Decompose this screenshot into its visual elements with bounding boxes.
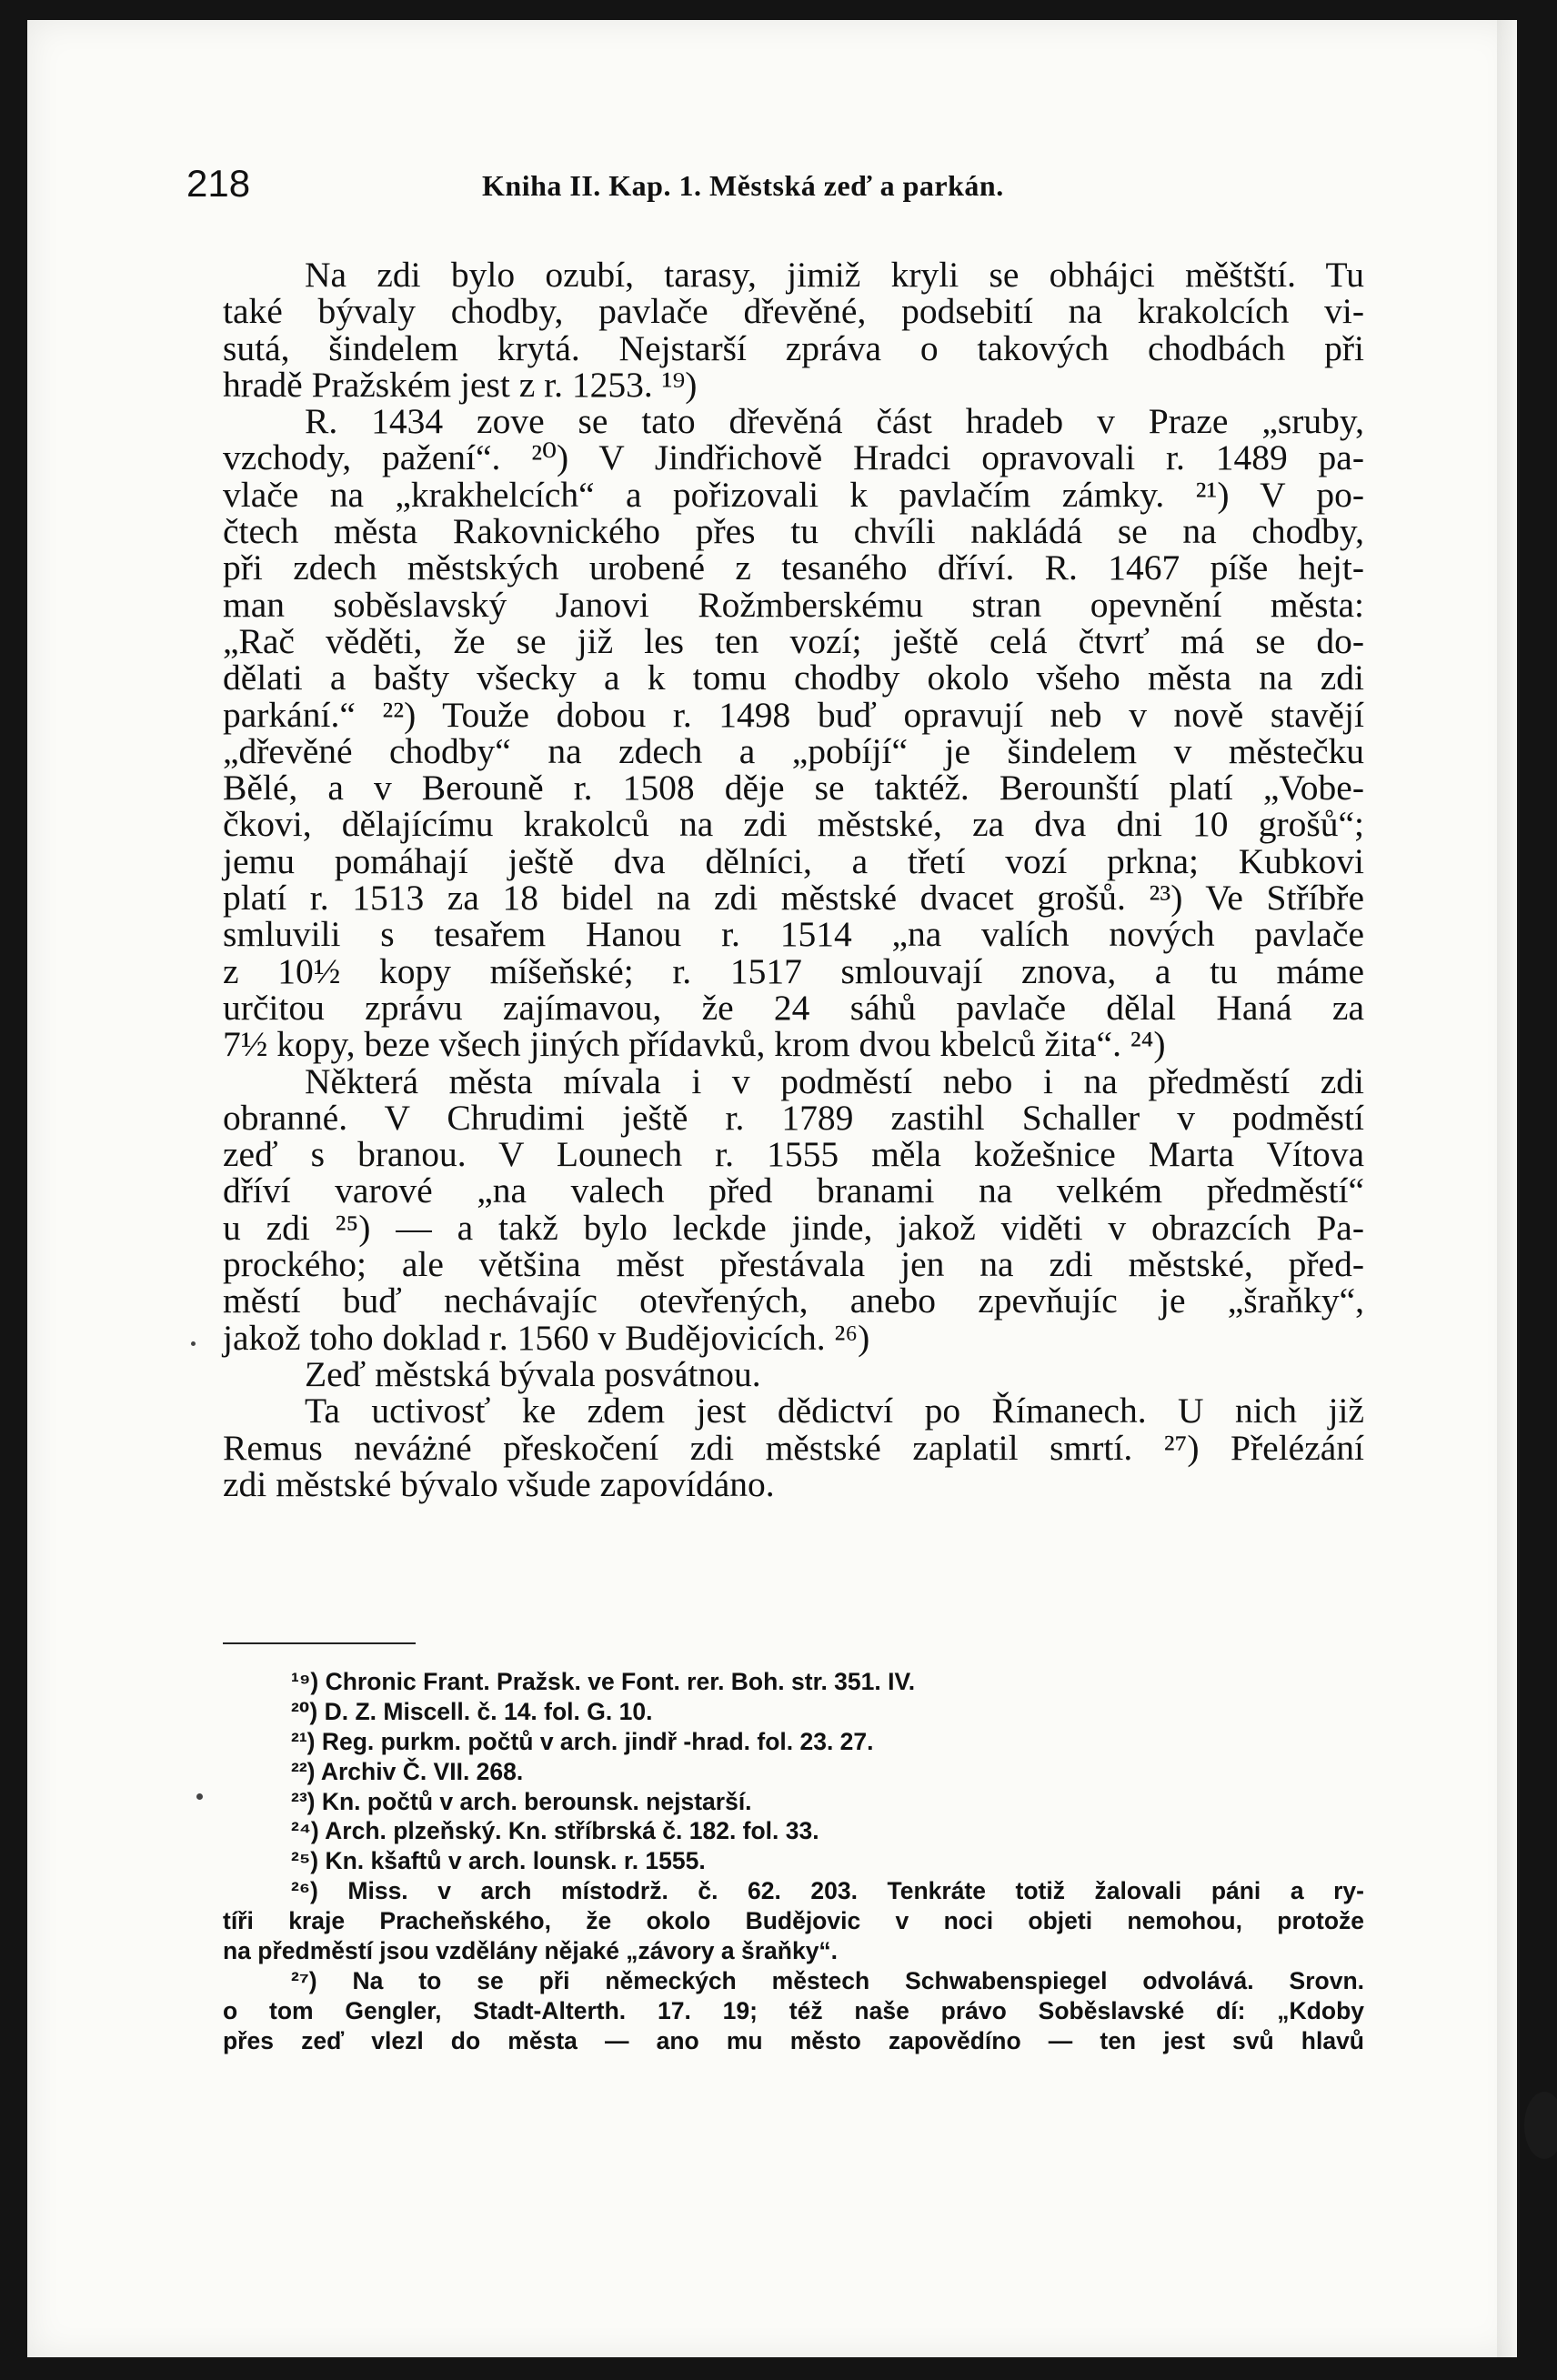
text-line: vlače na „krakhelcích“ a pořizovali k pavlačím zámky. ²¹) V po- <box>223 474 1364 515</box>
footnote-divider <box>223 1642 416 1644</box>
text-line: z 10½ kopy míšeňské; r. 1517 smlouvají znova, a tu máme <box>223 950 1364 991</box>
footnote-continued: na předměstí jsou vzdělány nějaké „závory a šraňky“. <box>223 1937 839 1965</box>
footnote: ²⁴) Arch. plzeňský. Kn. stříbrská č. 182. fol. 33. <box>291 1817 819 1845</box>
print-speck <box>196 1793 203 1800</box>
text-line: Remus neváżné přeskočení zdi městské zaplatil smrtí. ²⁷) Přelézání <box>223 1427 1364 1468</box>
text-line: Na zdi bylo ozubí, tarasy, jimiž kryli se obhájci měštští. Tu <box>305 255 1364 295</box>
text-line: při zdech městských urobené z tesaného dříví. R. 1467 píše hejt- <box>223 547 1364 588</box>
text-line: „Rač věděti, že se již les ten vozí; ještě celá čtvrť má se do- <box>223 620 1364 661</box>
text-line: smluvili s tesařem Hanou r. 1514 „na valích nových pavlače <box>223 914 1364 955</box>
text-line: „dřevěné chodby“ na zdech a „pobíjí“ je šindelem v městečku <box>223 730 1364 771</box>
footnote-continued: tíři kraje Pracheňského, že okolo Budějovic v noci objeti nemohou, protože <box>223 1907 1364 1935</box>
footnote: ²⁷) Na to se při německých městech Schwabenspiegel odvolává. Srovn. <box>291 1966 1364 1994</box>
print-speck <box>191 1341 196 1346</box>
footnote: ²⁵) Kn. kšaftů v arch. lounsk. r. 1555. <box>291 1847 706 1875</box>
footnote-continued: přes zeď vlezl do města — ano mu město zapovědíno — ten jest svů hlavů <box>223 2026 1364 2054</box>
text-line: man soběslavský Janovi Rožmberskému stran opevnění města: <box>223 584 1364 625</box>
footnote: ²¹) Reg. purkm. počtů v arch. jindř -hrad. fol. 23. 27. <box>291 1727 874 1755</box>
running-head <box>186 155 1419 209</box>
text-line: městí buď nechávajíc otevřených, anebo zpevňujíc je „šraňky“, <box>223 1280 1364 1321</box>
text-line: Ta uctivosť ke zdem jest dědictví po Římanech. U nich již <box>305 1391 1364 1431</box>
text-line: určitou zprávu zajímavou, že 24 sáhů pavlače dělal Haná za <box>223 987 1364 1028</box>
text-line: parkání.“ ²²) Touže dobou r. 1498 buď opravují neb v nově stavějí <box>223 694 1364 735</box>
text-line: platí r. 1513 za 18 bidel na zdi městské dvacet grošů. ²³) Ve Stříbře <box>223 878 1364 919</box>
text-line: u zdi ²⁵) — a takž bylo leckde jinde, jakož viděti v obrazcích Pa- <box>223 1207 1364 1248</box>
running-title: Kniha II. Kap. 1. Městská zeď a parkán. <box>482 169 1004 202</box>
text-line: čtech města Rakovnického přes tu chvíli nakládá se na chodby, <box>223 511 1364 552</box>
page-number: 218 <box>186 162 251 205</box>
text-line: hradě Pražském jest z r. 1253. ¹⁹) <box>223 364 698 405</box>
main-text <box>223 256 1364 1502</box>
text-line: prockého; ale většina měst přestávala jen na zdi městské, před- <box>223 1244 1364 1285</box>
text-line: vzchody, pažení“. ²⁰) V Jindřichově Hradci opravovali r. 1489 pa- <box>223 437 1364 478</box>
text-line: jemu pomáhají ještě dva dělníci, a třetí vozí prkna; Kubkovi <box>223 840 1364 881</box>
text-line: také bývaly chodby, pavlače dřevěné, podsebití na krakolcích vi- <box>223 291 1364 332</box>
text-line: sutá, šindelem krytá. Nejstarší zpráva o takových chodbách při <box>223 327 1364 368</box>
text-line: R. 1434 zove se tato dřevěná část hradeb v Praze „sruby, <box>305 401 1364 442</box>
text-line: Zeď městská bývala posvátnou. <box>305 1353 761 1394</box>
footnotes <box>223 1667 1364 2056</box>
text-line: jakož toho doklad r. 1560 v Budějovicích. ²⁶) <box>223 1317 870 1358</box>
footnote: ²²) Archiv Č. VII. 268. <box>291 1757 524 1785</box>
text-line: dělati a bašty všecky a k tomu chodby okolo všeho města na zdi <box>223 658 1364 698</box>
text-line: zdi městské bývalo všude zapovídáno. <box>223 1463 775 1504</box>
scan-artifact <box>1524 2092 1557 2159</box>
text-line: 7½ kopy, beze všech jiných přídavků, krom dvou kbelců žita“. ²⁴) <box>223 1024 1166 1065</box>
page-binding-shadow <box>1497 20 1517 2357</box>
footnote: ²⁶) Miss. v arch místodrž. č. 62. 203. Tenkráte totiž žalovali páni a ry- <box>291 1877 1364 1905</box>
text-line: Bělé, a v Berouně r. 1508 děje se taktéž. Berounští platí „Vobe- <box>223 768 1364 808</box>
text-line: obranné. V Chrudimi ještě r. 1789 zastihl Schaller v podměstí <box>223 1097 1364 1138</box>
text-line: čkovi, dělajícímu krakolců na zdi městské, za dva dni 10 grošů“; <box>223 804 1364 845</box>
text-line: Některá města mívala i v podměstí nebo i na předměstí zdi <box>305 1060 1364 1101</box>
text-line: zeď s branou. V Lounech r. 1555 měla kožešnice Marta Vítova <box>223 1134 1364 1175</box>
footnote: ¹⁹) Chronic Frant. Pražsk. ve Font. rer. Boh. str. 351. IV. <box>291 1668 916 1695</box>
footnote: ²³) Kn. počtů v arch. berounsk. nejstarší. <box>291 1787 752 1815</box>
text-line: dříví varové „na valech před branami na velkém předměstí“ <box>223 1170 1364 1211</box>
footnote-continued: o tom Gengler, Stadt-Alterth. 17. 19; též naše právo Soběslavské dí: „Kdoby <box>223 1996 1364 2024</box>
footnote: ²⁰) D. Z. Miscell. č. 14. fol. G. 10. <box>291 1697 653 1725</box>
